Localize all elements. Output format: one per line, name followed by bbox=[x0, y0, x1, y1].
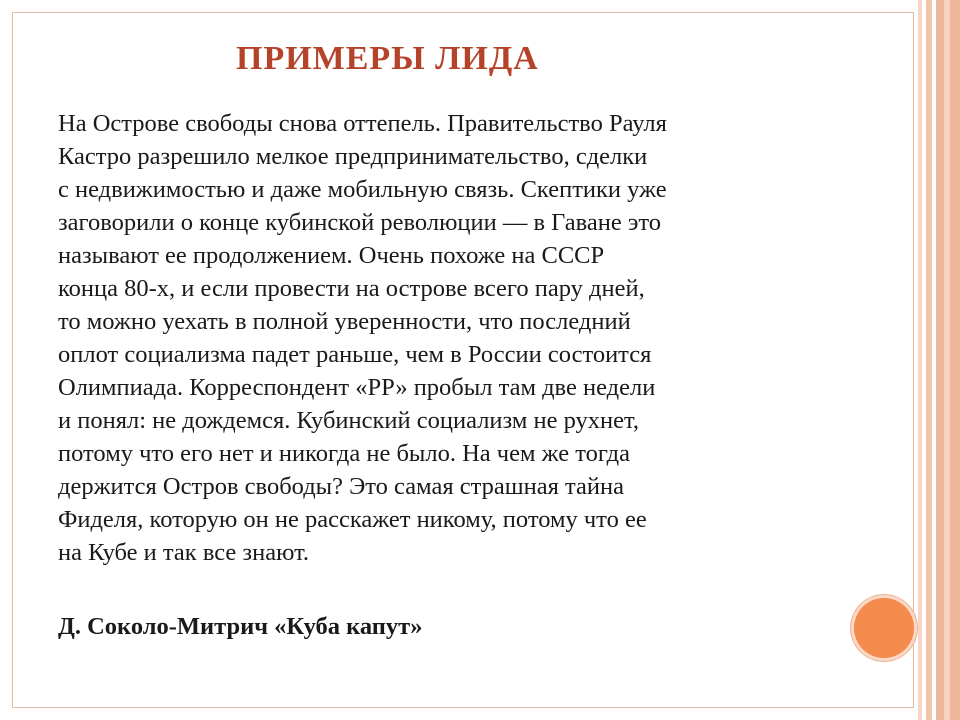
body-line: и понял: не дождемся. Кубинский социализм не рухнет, bbox=[58, 407, 640, 434]
body-line: то можно уехать в полной уверенности, что последний bbox=[58, 308, 631, 335]
body-line: заговорили о конце кубинской революции — в Гаване это bbox=[58, 209, 661, 236]
body-line: потому что его нет и никогда не было. На чем же тогда bbox=[58, 440, 631, 467]
slide-title: ПРИМЕРЫ ЛИДА bbox=[236, 40, 539, 77]
body-line: Фиделя, которую он не расскажет никому, потому что ее bbox=[58, 506, 647, 533]
body-text bbox=[58, 107, 818, 569]
body-line: Олимпиада. Корреспондент «РР» пробыл там две недели bbox=[58, 374, 656, 401]
body-line: оплот социализма падет раньше, чем в России состоится bbox=[58, 341, 652, 368]
decorative-stripe bbox=[918, 0, 922, 720]
body-line: с недвижимостью и даже мобильную связь. Скептики уже bbox=[58, 176, 667, 203]
body-line: конца 80-х, и если провести на острове всего пару дней, bbox=[58, 275, 645, 302]
decorative-circle-icon bbox=[854, 598, 914, 658]
body-line: На Острове свободы снова оттепель. Правительство Рауля bbox=[58, 110, 667, 137]
body-line: на Кубе и так все знают. bbox=[58, 539, 310, 566]
body-line: Кастро разрешило мелкое предпринимательство, сделки bbox=[58, 143, 648, 170]
decorative-stripe bbox=[926, 0, 932, 720]
body-line: называют ее продолжением. Очень похоже на СССР bbox=[58, 242, 605, 269]
body-line: держится Остров свободы? Это самая страшная тайна bbox=[58, 473, 624, 500]
decorative-stripe bbox=[944, 0, 950, 720]
author-citation: Д. Соколо-Митрич «Куба капут» bbox=[58, 613, 423, 640]
